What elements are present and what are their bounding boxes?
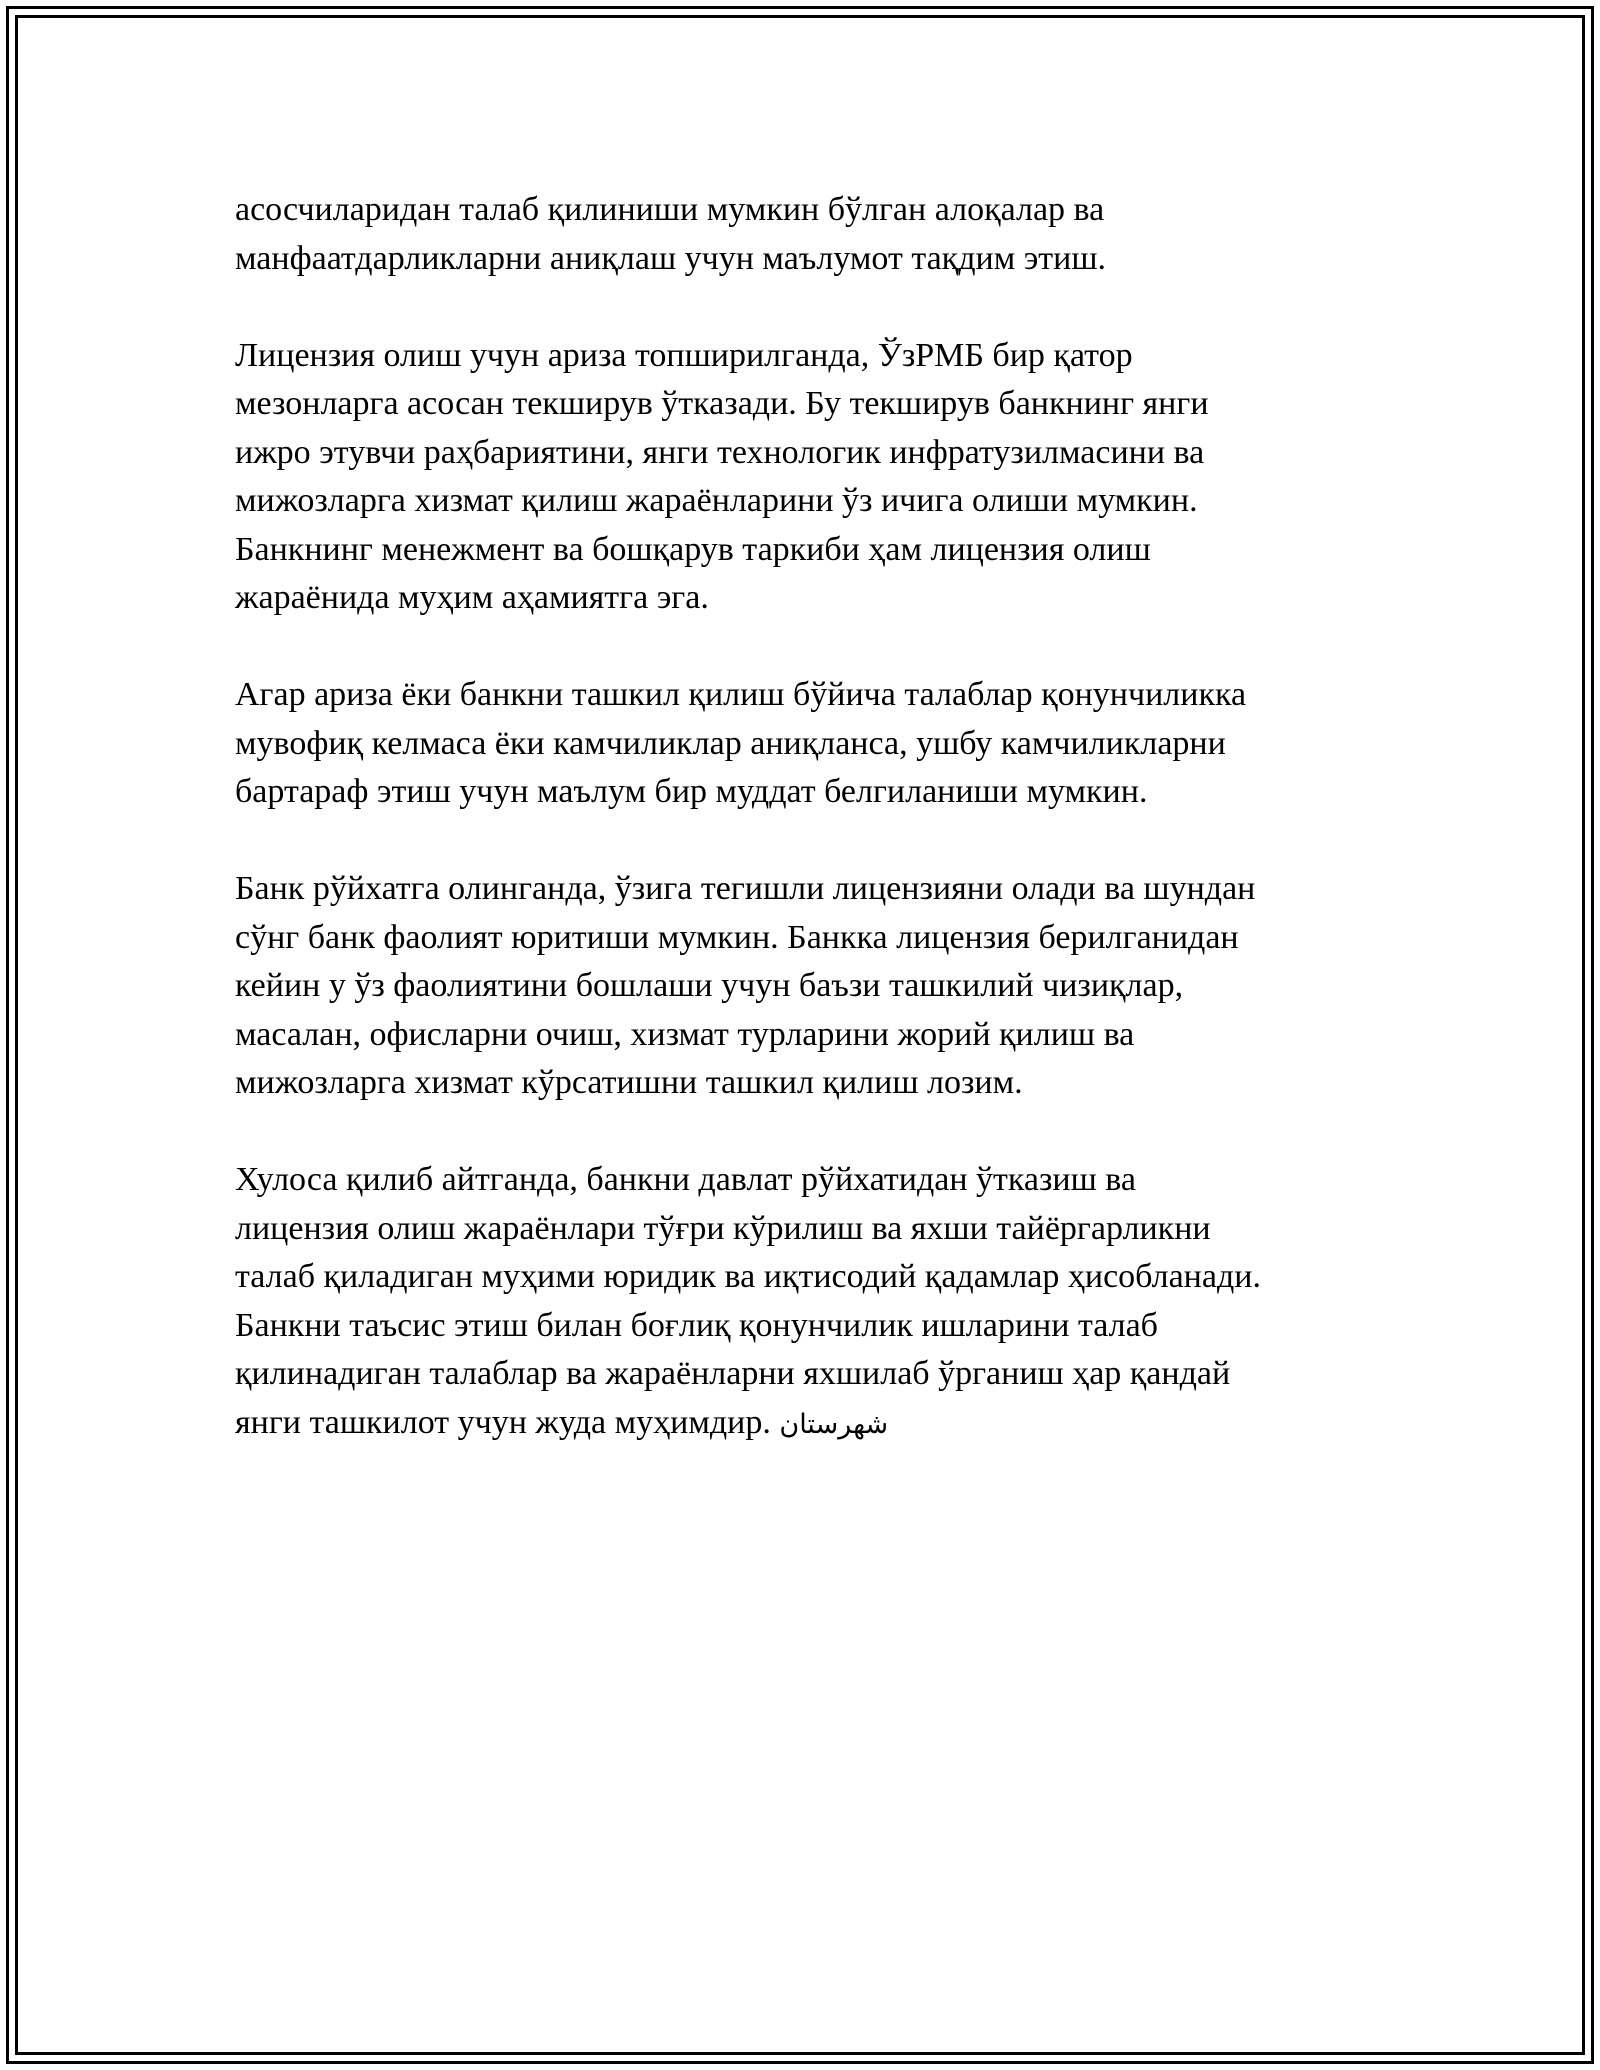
text-line: Банкни таъсис этиш билан боғлиқ қонунчилик ишларини талаб <box>235 1306 1158 1344</box>
text-line: манфаатдарликларни аниқлаш учун маълумот тақдим этиш. <box>235 239 1107 277</box>
document-body <box>235 186 1365 1498</box>
text-line: лицензия олиш жараёнлари тўғри кўрилиш ва яхши тайёргарликни <box>235 1209 1211 1247</box>
text-line: ижро этувчи раҳбариятини, янги технологик инфратузилмасини ва <box>235 433 1205 471</box>
text-line: Банк рўйхатга олинганда, ўзига тегишли лицензияни олади ва шундан <box>235 870 1256 907</box>
text-line: Банкнинг менежмент ва бошқарув таркиби ҳам лицензия олиш <box>235 530 1151 568</box>
text-line: Агар ариза ёки банкни ташкил қилиш бўйича талаблар қонунчиликка <box>235 676 1247 713</box>
text-line: мижозларга хизмат кўрсатишни ташкил қилиш лозим. <box>235 1064 1023 1101</box>
paragraph-5 <box>235 1156 1365 1449</box>
text-line: кейин у ўз фаолиятини бошлаши учун баъзи ташкилий чизиқлар, <box>235 967 1184 1004</box>
text-line: қилинадиган талаблар ва жараёнларни яхшилаб ўрганиш ҳар қандай <box>235 1355 1231 1392</box>
text-line: талаб қиладиган муҳими юридик ва иқтисодий қадамлар ҳисобланади. <box>235 1258 1261 1295</box>
trailing-arabic-word: شهرستان <box>779 1408 889 1440</box>
text-line-final <box>235 1399 1365 1450</box>
text-line: асосчиларидан талаб қилиниши мумкин бўлган алоқалар ва <box>235 191 1105 228</box>
text-line: мижозларга хизмат қилиш жараёнларини ўз ичига олиши мумкин. <box>235 482 1198 519</box>
text-line: Хулоса қилиб айтганда, банкни давлат рўйхатидан ўтказиш ва <box>235 1161 1136 1198</box>
text-line: жараёнида муҳим аҳамиятга эга. <box>235 579 709 616</box>
paragraph-3 <box>235 671 1365 817</box>
text-line: сўнг банк фаолият юритиши мумкин. Банкка лицензия берилганидан <box>235 918 1239 956</box>
paragraph-2 <box>235 332 1365 623</box>
text-line: мувофиқ келмаса ёки камчиликлар аниқланса, ушбу камчиликларни <box>235 724 1226 762</box>
paragraph-4 <box>235 865 1365 1108</box>
final-line-text: янги ташкилот учун жуда муҳимдир. <box>235 1403 771 1441</box>
text-line: бартараф этиш учун маълум бир муддат белгиланиши мумкин. <box>235 773 1148 810</box>
text-line: масалан, офисларни очиш, хизмат турларини жорий қилиш ва <box>235 1015 1135 1053</box>
text-line: мезонларга асосан текширув ўтказади. Бу текширув банкнинг янги <box>235 385 1209 422</box>
text-line: Лицензия олиш учун ариза топширилганда, ЎзРМБ бир қатор <box>235 336 1133 374</box>
paragraph-1 <box>235 186 1365 283</box>
